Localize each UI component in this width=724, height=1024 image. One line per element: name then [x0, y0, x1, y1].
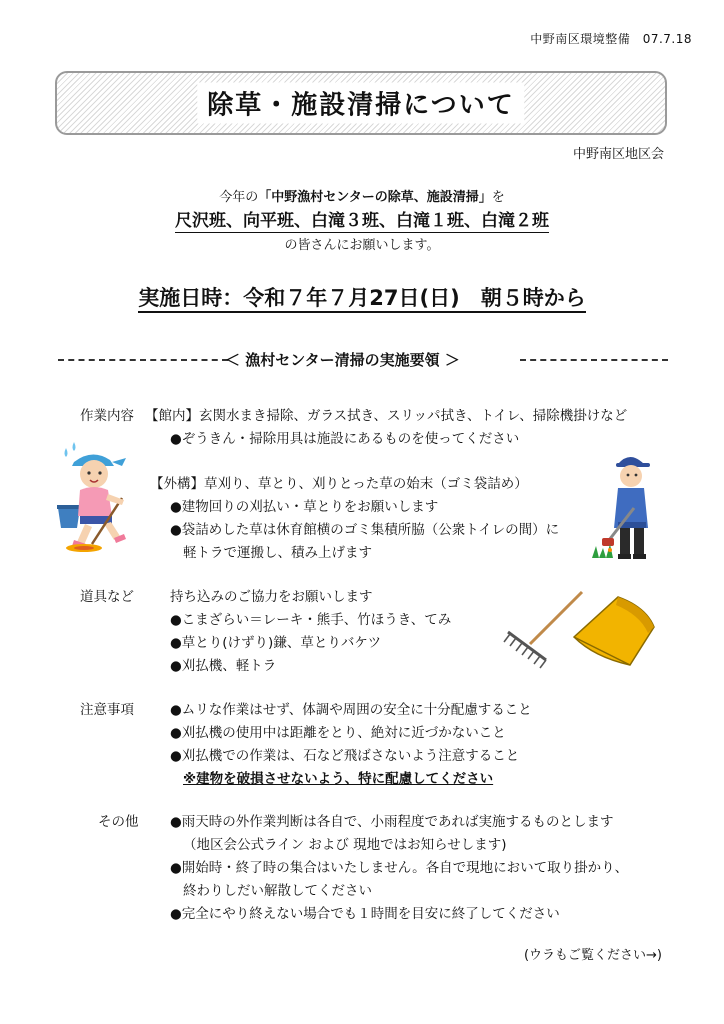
- intro-line: [0, 186, 724, 205]
- work-indoor-note: ●ぞうきん・掃除用具は施設にあるものを使ってください: [170, 431, 520, 447]
- caution-warning: ※建物を破損させないよう、特に配慮してください: [183, 771, 494, 787]
- work-outdoor-note2a: ●袋詰めした草は休育館横のゴミ集積所脇（公衆トイレの間）に: [170, 522, 560, 538]
- other-line4: 終わりしだい解散してください: [183, 883, 372, 899]
- page-title: 除草・施設清掃について: [197, 83, 524, 124]
- other-line3: ●開始時・終了時の集合はいたしません。各自で現地において取り掛かり、: [170, 860, 629, 876]
- divider-left: [58, 359, 228, 361]
- header-date: 中野南区環境整備 07.7.18: [530, 32, 692, 46]
- caution-item: ●刈払機での作業は、石など飛ばさないよう注意すること: [170, 748, 520, 764]
- section-title: ＜ 漁村センター清掃の実施要領 ＞: [225, 351, 460, 369]
- tools-label: 道具など: [80, 589, 134, 605]
- tools-intro: 持ち込みのご協力をお願いします: [170, 589, 373, 605]
- woman-mopping-icon: [52, 440, 147, 555]
- datetime: 実施日時：令和７年７月27日(日) 朝５時から: [138, 286, 585, 313]
- tools-item: ●刈払機、軽トラ: [170, 658, 277, 674]
- caution-item: ●刈払機の使用中は距離をとり、絶対に近づかないこと: [170, 725, 506, 741]
- other-line1: ●雨天時の外作業判断は各自で、小雨程度であれば実施するものとします: [170, 814, 614, 830]
- title-box: [55, 71, 667, 135]
- intro-suffix: を: [491, 190, 505, 205]
- intro-prefix: 今年の: [219, 190, 259, 205]
- teams: 尺沢班、向平班、白滝３班、白滝１班、白滝２班: [175, 211, 549, 231]
- other-line5: ●完全にやり終えない場合でも１時間を目安に終了してください: [170, 906, 560, 922]
- tools-item: ●草とり(けずり)鎌、草とりバケツ: [170, 635, 382, 651]
- footer-note: (ウラもご覧ください→): [523, 948, 662, 963]
- datetime-line: [0, 282, 724, 312]
- work-outdoor-note2b: 軽トラで運搬し、積み上げます: [183, 545, 372, 561]
- dustpan-icon: [570, 593, 660, 669]
- other-line2: （地区会公式ライン および 現地ではお知らせします): [183, 837, 507, 853]
- man-trimmer-icon: [590, 450, 670, 565]
- other-label: その他: [98, 814, 139, 830]
- organizer: 中野南区地区会: [572, 147, 664, 162]
- tools-item: ●こまざらい＝レーキ・熊手、竹ほうき、てみ: [170, 612, 452, 628]
- work-outdoor-note1: ●建物回りの刈払い・草とりをお願いします: [170, 499, 439, 515]
- divider-right: [520, 359, 668, 361]
- intro-request: の皆さんにお願いします。: [284, 238, 440, 253]
- caution-item: ●ムリな作業はせず、体調や周囲の安全に十分配慮すること: [170, 702, 532, 718]
- event-name: 「中野漁村センターの除草、施設清掃」: [258, 190, 492, 205]
- work-outdoor: 【外構】草刈り、草とり、刈りとった草の始末（ゴミ袋詰め）: [150, 476, 528, 492]
- work-label: 作業内容: [80, 408, 134, 424]
- teams-line: [0, 206, 724, 231]
- caution-label: 注意事項: [80, 702, 134, 718]
- work-indoor: 【館内】玄関水まき掃除、ガラス拭き、スリッパ拭き、トイレ、掃除機掛けなど: [145, 408, 628, 424]
